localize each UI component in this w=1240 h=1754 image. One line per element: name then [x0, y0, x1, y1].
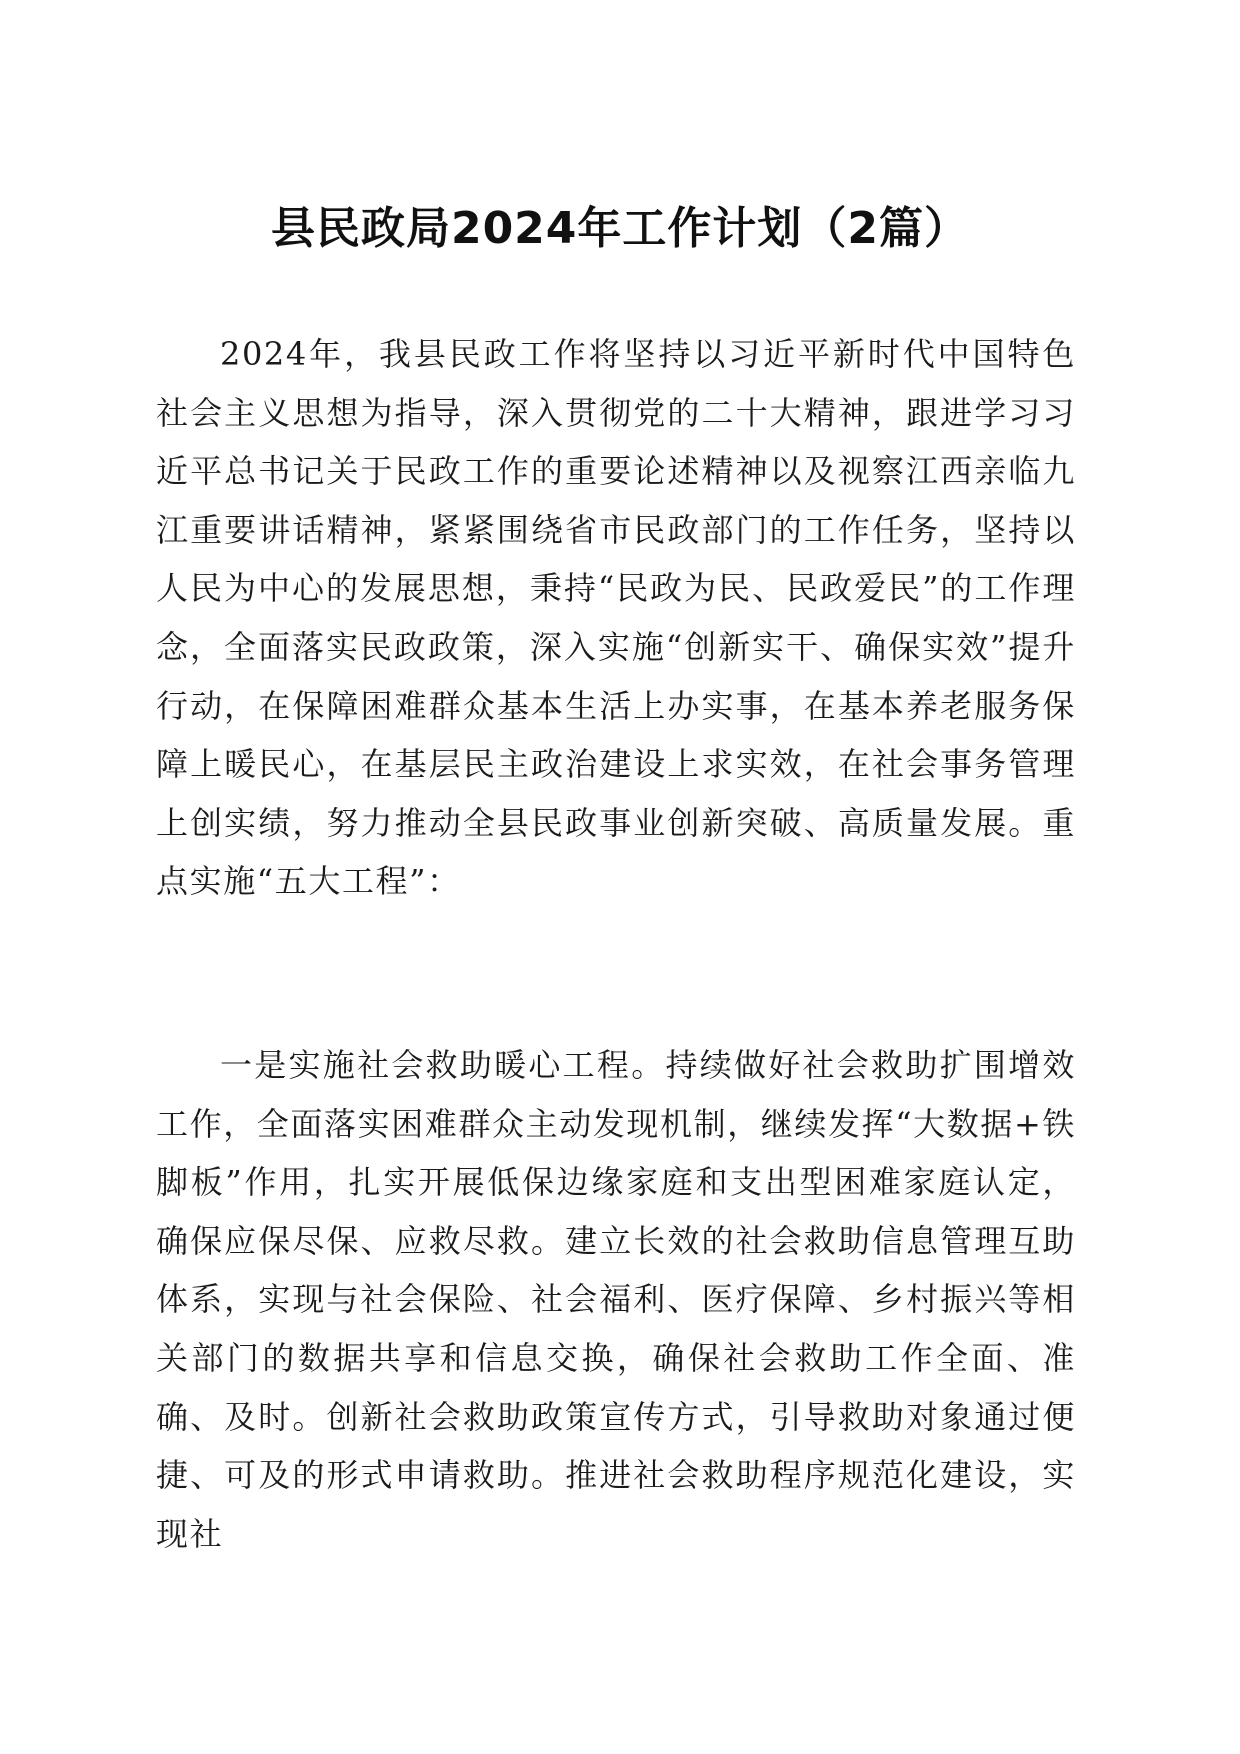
paragraph-social-assistance: 一是实施社会救助暖心工程。持续做好社会救助扩围增效工作，全面落实困难群众主动发现机制，继续发挥“大数据+铁脚板”作用，扎实开展低保边缘家庭和支出型困难家庭认定，确保应保尽保、应救尽救。建立长效的社会救助信息管理互助体系，实现与社会保险、社会福利、医疗保障、乡村振兴等相关部门的数据共享和信息交换，确保社会救助工作全面、准确、及时。创新社会救助政策宣传方式，引导救助对象通过便捷、可及的形式申请救助。推进社会救助程序规范化建设，实现社 [156, 1046, 1076, 1553]
document-title: 县民政局2024年工作计划（2篇） [270, 203, 970, 254]
paragraph-intro: 2024年，我县民政工作将坚持以习近平新时代中国特色社会主义思想为指导，深入贯彻党的二十大精神，跟进学习习近平总书记关于民政工作的重要论述精神以及视察江西亲临九江重要讲话精神，紧紧围绕省市民政部门的工作任务，坚持以人民为中心的发展思想，秉持“民政为民、民政爱民”的工作理念，全面落实民政政策，深入实施“创新实干、确保实效”提升行动，在保障困难群众基本生活上办实事，在基本养老服务保障上暖民心，在基层民主政治建设上求实效，在社会事务管理上创实绩，努力推动全县民政事业创新突破、高质量发展。重点实施“五大工程”： [156, 335, 1076, 901]
